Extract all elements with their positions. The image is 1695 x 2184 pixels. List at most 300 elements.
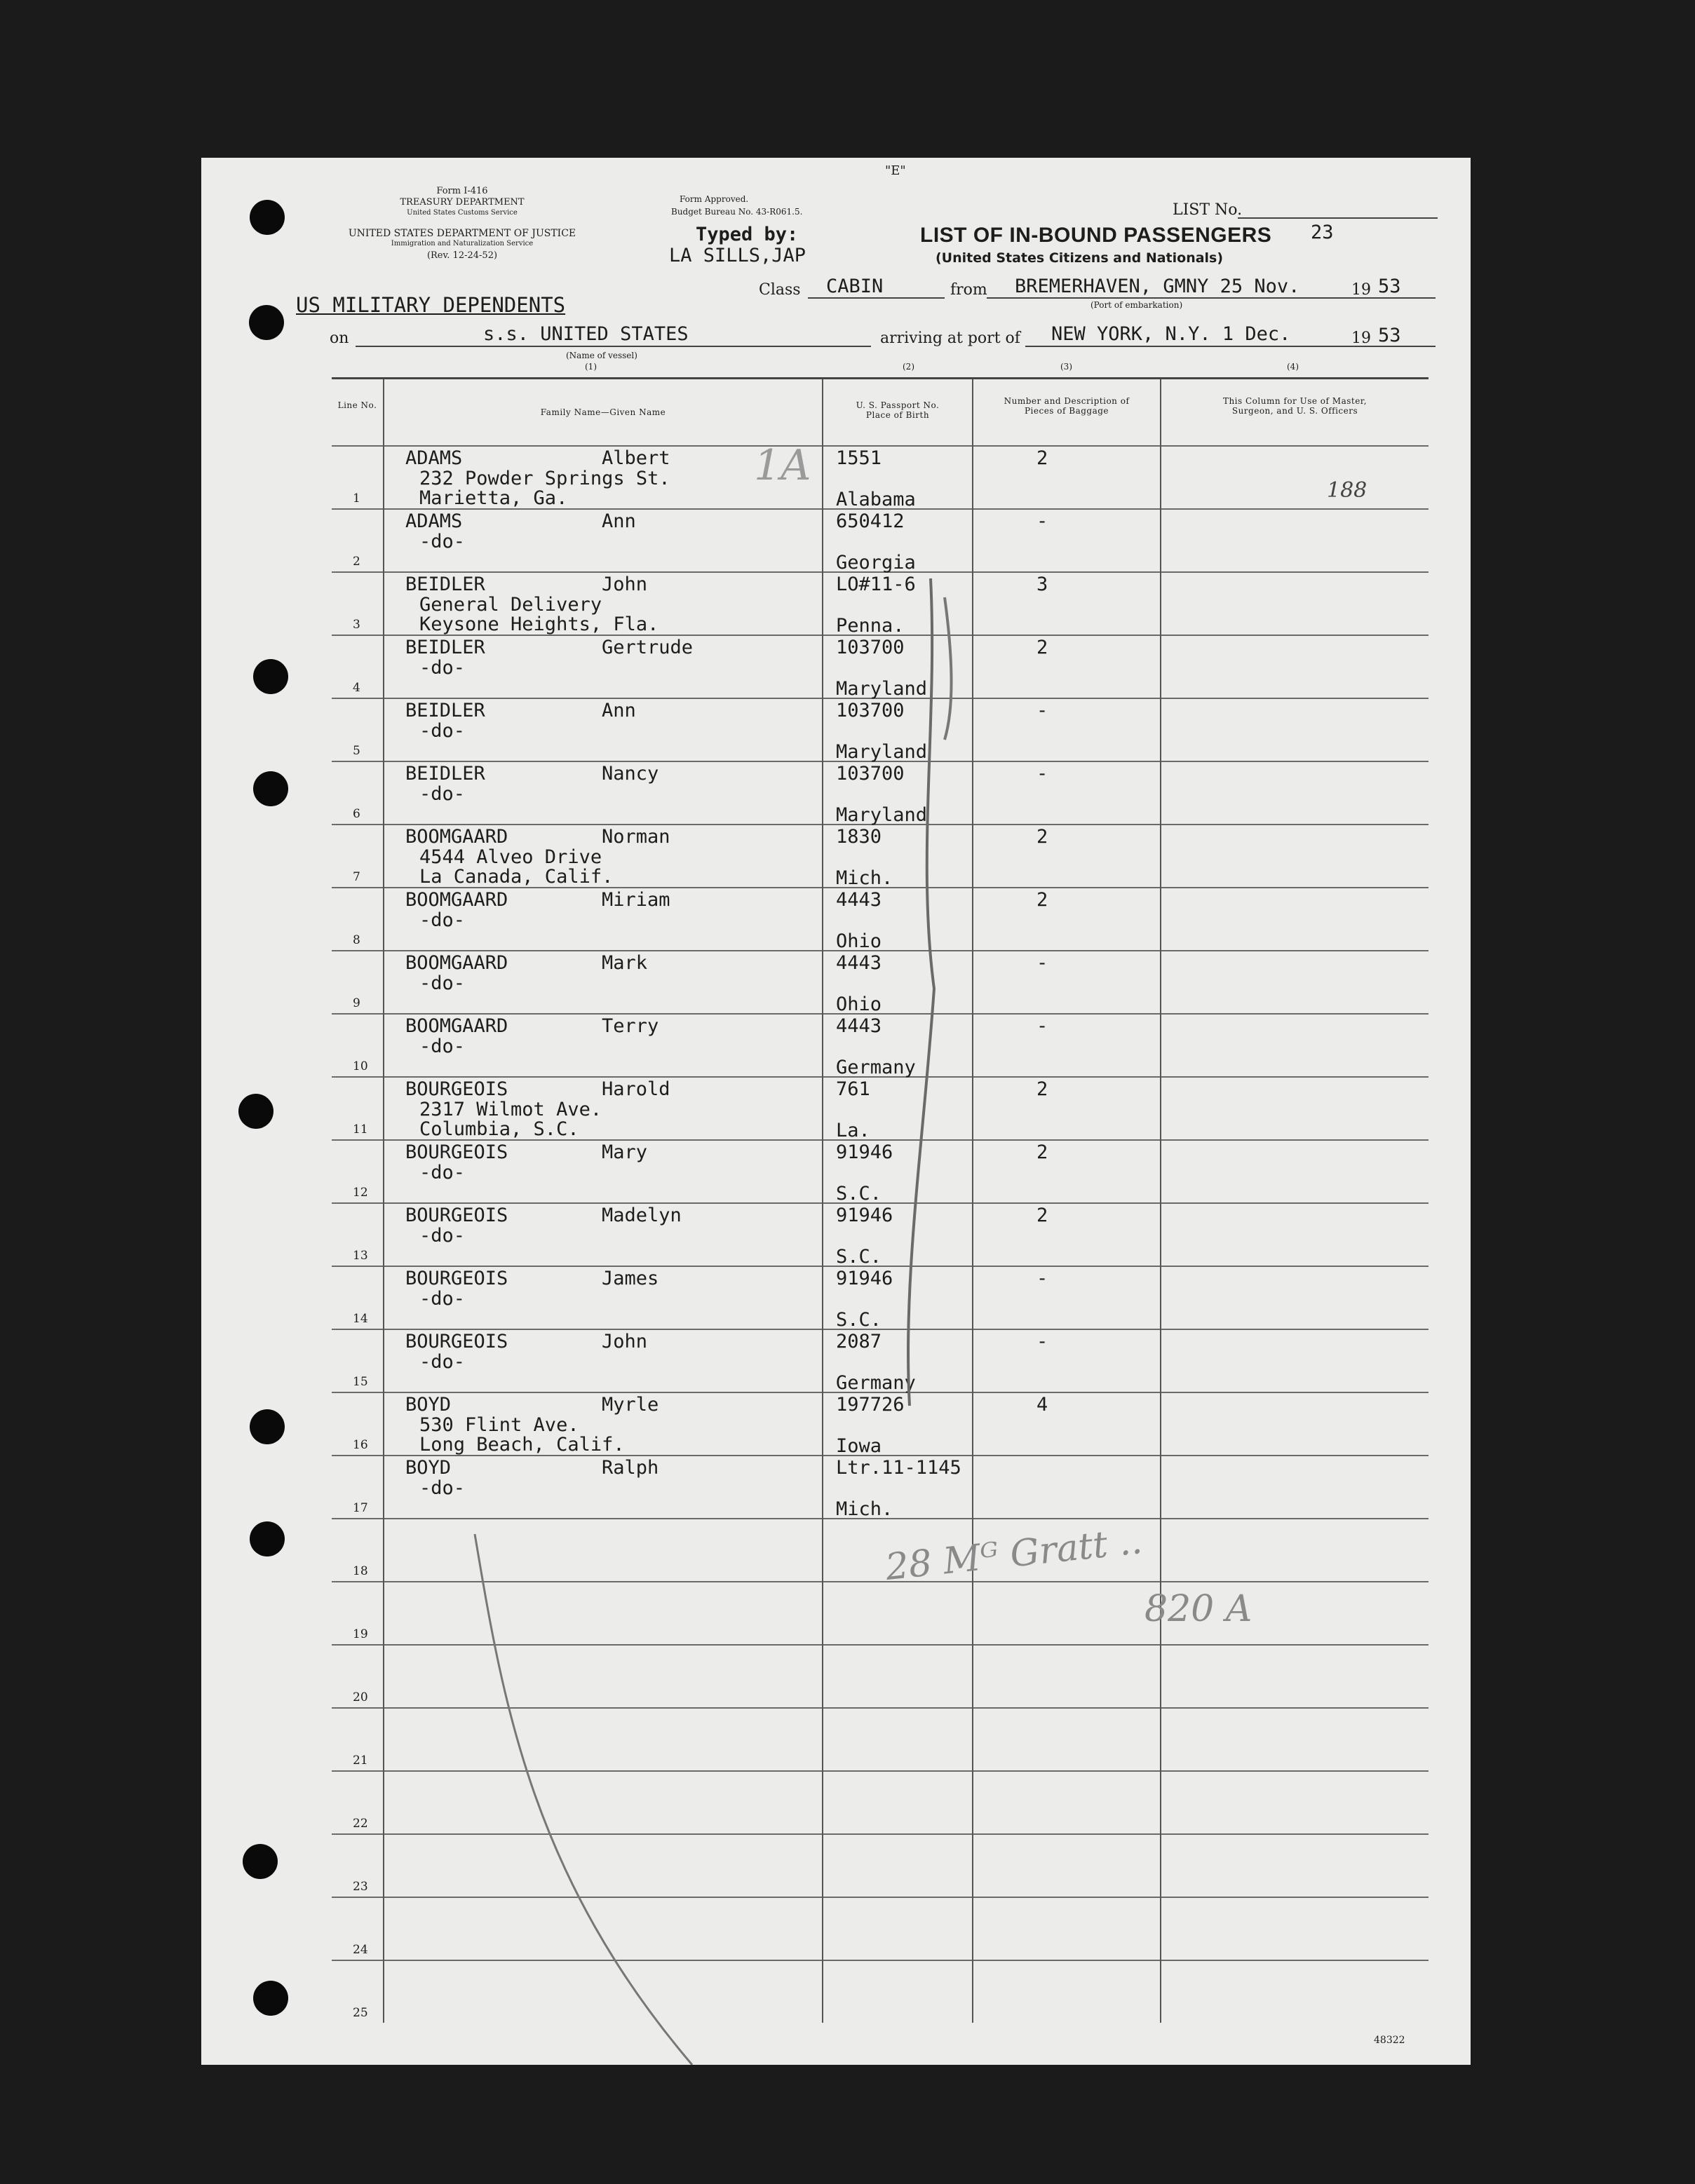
list-subtitle: (United States Citizens and Nationals) <box>936 250 1224 266</box>
baggage-cell <box>973 1897 1161 1960</box>
baggage-cell <box>973 951 1161 1014</box>
handwritten-signature-2: 820 A <box>1144 1588 1252 1630</box>
family-name: BOOMGAARD <box>405 889 508 911</box>
officers-cell <box>1161 1771 1429 1834</box>
baggage-cell <box>973 572 1161 635</box>
col4-number: (4) <box>1287 362 1299 372</box>
place-of-birth: Germany <box>836 1372 916 1394</box>
handwritten-count: 188 <box>1327 478 1368 503</box>
name-cell <box>384 698 823 761</box>
officers-cell <box>1161 1392 1429 1456</box>
table-row <box>332 1708 1429 1771</box>
arrival-line <box>1025 346 1436 347</box>
officers-cell <box>1161 1456 1429 1519</box>
baggage-cell <box>973 1140 1161 1203</box>
punch-hole <box>253 659 288 694</box>
line-number: 22 <box>353 1817 368 1831</box>
place-of-birth: Ohio <box>836 993 882 1015</box>
family-name: BOYD <box>405 1394 452 1416</box>
passport-cell <box>823 1582 973 1645</box>
class-line <box>808 297 945 299</box>
baggage-count: - <box>1036 763 1048 785</box>
line-number: 5 <box>353 744 360 758</box>
address-line-1: -do- <box>419 783 466 805</box>
handwritten-signature: 28 Mᴳ Gratt .. <box>883 1519 1144 1589</box>
passport-cell <box>823 1140 973 1203</box>
passport-cell <box>823 1077 973 1140</box>
address-line-1: 4544 Alveo Drive <box>419 846 602 868</box>
table-row <box>332 1077 1429 1140</box>
line-no-cell <box>332 1960 384 2023</box>
class-label: Class <box>759 281 801 299</box>
line-no-cell <box>332 1456 384 1519</box>
place-of-birth: Maryland <box>836 804 928 826</box>
col3-number: (3) <box>1060 362 1072 372</box>
passport-number: 4443 <box>836 952 882 974</box>
name-cell <box>384 951 823 1014</box>
name-cell <box>384 1140 823 1203</box>
place-of-birth: Maryland <box>836 741 928 763</box>
passport-cell <box>823 698 973 761</box>
officers-cell <box>1161 1203 1429 1266</box>
line-number: 11 <box>353 1122 368 1137</box>
place-of-birth: S.C. <box>836 1309 882 1331</box>
line-no-cell <box>332 1897 384 1960</box>
group-label: US MILITARY DEPENDENTS <box>296 293 566 317</box>
name-cell <box>384 825 823 888</box>
punch-hole <box>249 305 284 340</box>
baggage-count: 2 <box>1036 826 1048 848</box>
address-line-2: Long Beach, Calif. <box>419 1434 625 1456</box>
name-cell <box>384 1582 823 1645</box>
line-no-cell <box>332 1645 384 1708</box>
passport-cell <box>823 509 973 572</box>
passport-number: 650412 <box>836 510 905 532</box>
given-name: Miriam <box>602 889 670 911</box>
name-cell <box>384 1519 823 1582</box>
family-name: ADAMS <box>405 447 463 469</box>
baggage-cell <box>973 761 1161 825</box>
line-no-cell <box>332 761 384 825</box>
officers-cell <box>1161 1960 1429 2023</box>
passport-number: 2087 <box>836 1331 882 1352</box>
on-label: on <box>330 330 349 347</box>
table-row <box>332 1329 1429 1392</box>
table-row <box>332 1771 1429 1834</box>
place-of-birth: Alabama <box>836 489 916 510</box>
officers-cell <box>1161 1708 1429 1771</box>
officers-cell <box>1161 888 1429 951</box>
address-line-2: La Canada, Calif. <box>419 866 614 888</box>
address-line-1: -do- <box>419 531 466 552</box>
baggage-cell <box>973 1834 1161 1897</box>
form-number: Form I-416 <box>436 186 488 196</box>
officers-cell <box>1161 572 1429 635</box>
baggage-cell <box>973 509 1161 572</box>
table-row <box>332 1519 1429 1582</box>
name-cell <box>384 1456 823 1519</box>
table-row <box>332 951 1429 1014</box>
line-no-cell <box>332 1140 384 1203</box>
typed-by: LA SILLS,JAP <box>669 245 806 266</box>
name-cell <box>384 1014 823 1077</box>
address-line-1: General Delivery <box>419 594 602 616</box>
passport-number: LO#11-6 <box>836 574 916 595</box>
address-line-2: Marietta, Ga. <box>419 487 568 509</box>
class-value: CABIN <box>826 276 884 297</box>
address-line-1: -do- <box>419 1036 466 1057</box>
line-no-cell <box>332 1771 384 1834</box>
punch-hole <box>250 1409 285 1444</box>
table-row <box>332 446 1429 509</box>
line-no-cell <box>332 1582 384 1645</box>
name-cell <box>384 509 823 572</box>
given-name: Mary <box>602 1141 648 1163</box>
line-number: 20 <box>353 1690 368 1704</box>
baggage-cell <box>973 1960 1161 2023</box>
punch-hole <box>238 1094 274 1129</box>
given-name: Norman <box>602 826 670 848</box>
baggage-count: - <box>1036 1015 1048 1037</box>
officers-cell <box>1161 1897 1429 1960</box>
line-no-cell <box>332 698 384 761</box>
place-of-birth: Ohio <box>836 930 882 952</box>
line-no-cell <box>332 951 384 1014</box>
name-cell <box>384 1771 823 1834</box>
from-port: BREMERHAVEN, GMNY 25 Nov. <box>1015 276 1300 297</box>
address-line-1: -do- <box>419 657 466 679</box>
name-cell <box>384 1645 823 1708</box>
line-no-cell <box>332 635 384 698</box>
baggage-count: - <box>1036 510 1048 532</box>
baggage-cell <box>973 1014 1161 1077</box>
line-number: 21 <box>353 1754 368 1768</box>
passport-cell <box>823 761 973 825</box>
passport-number: 4443 <box>836 1015 882 1037</box>
baggage-cell <box>973 635 1161 698</box>
passport-cell <box>823 1960 973 2023</box>
top-mark: "E" <box>885 163 906 178</box>
passport-cell <box>823 1645 973 1708</box>
given-name: Harold <box>602 1078 670 1100</box>
given-name: Ann <box>602 510 636 532</box>
family-name: BOURGEOIS <box>405 1205 508 1226</box>
line-number: 13 <box>353 1249 368 1263</box>
line-number: 4 <box>353 681 360 695</box>
table-row <box>332 635 1429 698</box>
place-of-birth: Mich. <box>836 867 893 889</box>
revision: (Rev. 12-24-52) <box>426 250 498 261</box>
given-name: John <box>602 574 648 595</box>
place-of-birth: Germany <box>836 1057 916 1078</box>
dept-treasury-sub: United States Customs Service <box>407 209 518 217</box>
given-name: Nancy <box>602 763 659 785</box>
passenger-table <box>332 377 1429 2023</box>
passport-cell <box>823 446 973 509</box>
name-cell <box>384 1203 823 1266</box>
family-name: BEIDLER <box>405 763 485 785</box>
vessel-caption: (Name of vessel) <box>566 351 637 360</box>
family-name: BOOMGAARD <box>405 952 508 974</box>
given-name: Myrle <box>602 1394 659 1416</box>
header-line-no: Line No. <box>332 379 384 447</box>
family-name: BEIDLER <box>405 700 485 721</box>
passport-cell <box>823 951 973 1014</box>
line-number: 15 <box>353 1375 368 1389</box>
passport-number: 1551 <box>836 447 882 469</box>
line-no-cell <box>332 1519 384 1582</box>
line-number: 9 <box>353 996 360 1010</box>
table-row <box>332 698 1429 761</box>
place-of-birth: La. <box>836 1120 870 1141</box>
table-header-row <box>332 379 1429 447</box>
header-officers: This Column for Use of Master, Surgeon, and U. S. Officers <box>1161 379 1429 447</box>
line-no-cell <box>332 1392 384 1456</box>
line-no-cell <box>332 825 384 888</box>
passport-cell <box>823 1266 973 1329</box>
baggage-count: 2 <box>1036 889 1048 911</box>
baggage-cell <box>973 1708 1161 1771</box>
baggage-cell <box>973 1456 1161 1519</box>
baggage-count: - <box>1036 700 1048 721</box>
table-row <box>332 1456 1429 1519</box>
baggage-count: 2 <box>1036 1078 1048 1100</box>
table-row <box>332 572 1429 635</box>
address-line-2: Columbia, S.C. <box>419 1118 579 1140</box>
passport-number: 91946 <box>836 1141 893 1163</box>
given-name: Mark <box>602 952 648 974</box>
given-name: John <box>602 1331 648 1352</box>
officers-cell <box>1161 635 1429 698</box>
list-title: LIST OF IN-BOUND PASSENGERS <box>920 224 1272 247</box>
officers-cell <box>1161 1645 1429 1708</box>
baggage-cell <box>973 1645 1161 1708</box>
passport-number: 103700 <box>836 637 905 658</box>
place-of-birth: S.C. <box>836 1246 882 1268</box>
baggage-cell <box>973 698 1161 761</box>
passport-number: 761 <box>836 1078 870 1100</box>
punch-hole <box>253 1981 288 2016</box>
dept-justice-sub: Immigration and Naturalization Service <box>391 240 534 247</box>
given-name: Gertrude <box>602 637 694 658</box>
name-cell <box>384 1266 823 1329</box>
line-no-cell <box>332 1266 384 1329</box>
header-name: Family Name—Given Name <box>384 379 823 447</box>
punch-hole <box>243 1844 278 1879</box>
punch-hole <box>250 200 285 235</box>
list-no-line <box>1238 217 1438 219</box>
line-number: 14 <box>353 1312 368 1326</box>
address-line-1: -do- <box>419 972 466 994</box>
line-no-cell <box>332 1203 384 1266</box>
line-number: 6 <box>353 807 360 821</box>
name-cell <box>384 761 823 825</box>
name-cell <box>384 1077 823 1140</box>
passport-cell <box>823 1392 973 1456</box>
line-number: 1 <box>353 491 360 506</box>
punch-hole <box>253 771 288 806</box>
place-of-birth: Iowa <box>836 1435 882 1457</box>
line-no-cell <box>332 446 384 509</box>
family-name: BOOMGAARD <box>405 826 508 848</box>
address-line-1: 232 Powder Springs St. <box>419 468 670 489</box>
officers-cell <box>1161 1140 1429 1203</box>
passport-cell <box>823 1897 973 1960</box>
list-no-label: LIST No. <box>1173 201 1243 219</box>
header-baggage: Number and Description of Pieces of Baggage <box>973 379 1161 447</box>
passport-number: 103700 <box>836 700 905 721</box>
baggage-cell <box>973 825 1161 888</box>
address-line-1: -do- <box>419 720 466 742</box>
table-row <box>332 1392 1429 1456</box>
family-name: BOURGEOIS <box>405 1078 508 1100</box>
line-number: 19 <box>353 1627 368 1641</box>
list-no: 23 <box>1311 222 1334 243</box>
header-passport: U. S. Passport No. Place of Birth <box>823 379 973 447</box>
from-year: 53 <box>1378 276 1401 297</box>
baggage-count: - <box>1036 1268 1048 1289</box>
baggage-cell <box>973 1077 1161 1140</box>
given-name: Madelyn <box>602 1205 682 1226</box>
table-row <box>332 1014 1429 1077</box>
baggage-count: 2 <box>1036 1205 1048 1226</box>
line-number: 8 <box>353 933 360 947</box>
passport-number: 91946 <box>836 1268 893 1289</box>
given-name: Albert <box>602 447 670 469</box>
address-line-2: Keysone Heights, Fla. <box>419 613 659 635</box>
address-line-1: -do- <box>419 1351 466 1373</box>
table-row <box>332 825 1429 888</box>
place-of-birth: Maryland <box>836 678 928 700</box>
baggage-cell <box>973 888 1161 951</box>
name-cell <box>384 1834 823 1897</box>
baggage-count: 2 <box>1036 1141 1048 1163</box>
place-of-birth: Mich. <box>836 1498 893 1520</box>
line-number: 12 <box>353 1186 368 1200</box>
passport-cell <box>823 1771 973 1834</box>
table-row <box>332 1834 1429 1897</box>
officers-cell <box>1161 761 1429 825</box>
line-no-cell <box>332 1014 384 1077</box>
name-cell <box>384 1897 823 1960</box>
table-row <box>332 888 1429 951</box>
address-line-1: -do- <box>419 909 466 931</box>
name-cell <box>384 572 823 635</box>
line-number: 2 <box>353 555 360 569</box>
passport-cell <box>823 1203 973 1266</box>
table-row <box>332 1266 1429 1329</box>
vessel-line <box>356 346 871 347</box>
baggage-count: - <box>1036 952 1048 974</box>
baggage-cell <box>973 1329 1161 1392</box>
name-cell <box>384 1392 823 1456</box>
address-line-1: -do- <box>419 1477 466 1499</box>
passport-number: 197726 <box>836 1394 905 1416</box>
given-name: Ann <box>602 700 636 721</box>
arrival-port: NEW YORK, N.Y. 1 Dec. <box>1051 323 1291 345</box>
officers-cell <box>1161 1329 1429 1392</box>
baggage-cell <box>973 1266 1161 1329</box>
line-number: 7 <box>353 870 360 884</box>
address-line-1: 2317 Wilmot Ave. <box>419 1099 602 1120</box>
passport-number: 91946 <box>836 1205 893 1226</box>
manifest-page <box>201 158 1471 2065</box>
baggage-cell <box>973 1203 1161 1266</box>
given-name: Ralph <box>602 1457 659 1479</box>
baggage-count: - <box>1036 1331 1048 1352</box>
line-no-cell <box>332 1077 384 1140</box>
family-name: BEIDLER <box>405 574 485 595</box>
from-label: from <box>950 281 987 299</box>
name-cell <box>384 1708 823 1771</box>
family-name: BEIDLER <box>405 637 485 658</box>
line-number: 16 <box>353 1438 368 1452</box>
passport-cell <box>823 1456 973 1519</box>
passport-number: 103700 <box>836 763 905 785</box>
passport-cell <box>823 1014 973 1077</box>
passport-cell <box>823 635 973 698</box>
handwritten-margin-mark: 1A <box>754 441 811 490</box>
col1-number: (1) <box>585 362 597 372</box>
passport-number: 1830 <box>836 826 882 848</box>
place-of-birth: Georgia <box>836 552 916 574</box>
table-row <box>332 1203 1429 1266</box>
address-line-1: -do- <box>419 1162 466 1183</box>
col2-number: (2) <box>903 362 914 372</box>
line-no-cell <box>332 1834 384 1897</box>
line-no-cell <box>332 509 384 572</box>
name-cell <box>384 888 823 951</box>
passport-number: Ltr.11-1145 <box>836 1457 961 1479</box>
from-year-prefix: 19 <box>1351 281 1371 299</box>
dept-treasury: TREASURY DEPARTMENT <box>400 197 525 208</box>
arriving-label: arriving at port of <box>880 330 1020 347</box>
place-of-birth: S.C. <box>836 1183 882 1205</box>
line-number: 24 <box>353 1943 368 1957</box>
table-row <box>332 1960 1429 2023</box>
line-no-cell <box>332 1329 384 1392</box>
baggage-cell <box>973 446 1161 509</box>
address-line-1: -do- <box>419 1225 466 1247</box>
baggage-count: 4 <box>1036 1394 1048 1416</box>
table-row <box>332 509 1429 572</box>
given-name: James <box>602 1268 659 1289</box>
family-name: BOURGEOIS <box>405 1268 508 1289</box>
family-name: BOURGEOIS <box>405 1141 508 1163</box>
passport-number: 4443 <box>836 889 882 911</box>
table-row <box>332 1897 1429 1960</box>
address-line-1: -do- <box>419 1288 466 1310</box>
family-name: BOOMGAARD <box>405 1015 508 1037</box>
passport-cell <box>823 888 973 951</box>
form-footer-number: 48322 <box>1374 2035 1405 2046</box>
arr-year: 53 <box>1378 325 1401 346</box>
line-number: 17 <box>353 1501 368 1515</box>
officers-cell <box>1161 951 1429 1014</box>
baggage-count: 2 <box>1036 637 1048 658</box>
officers-cell <box>1161 446 1429 509</box>
table-row <box>332 1582 1429 1645</box>
officers-cell <box>1161 1266 1429 1329</box>
place-of-birth: Penna. <box>836 615 905 637</box>
line-number: 18 <box>353 1564 368 1578</box>
given-name: Terry <box>602 1015 659 1037</box>
passport-cell <box>823 1834 973 1897</box>
line-number: 10 <box>353 1059 368 1073</box>
officers-cell <box>1161 509 1429 572</box>
punch-hole <box>250 1521 285 1556</box>
family-name: ADAMS <box>405 510 463 532</box>
